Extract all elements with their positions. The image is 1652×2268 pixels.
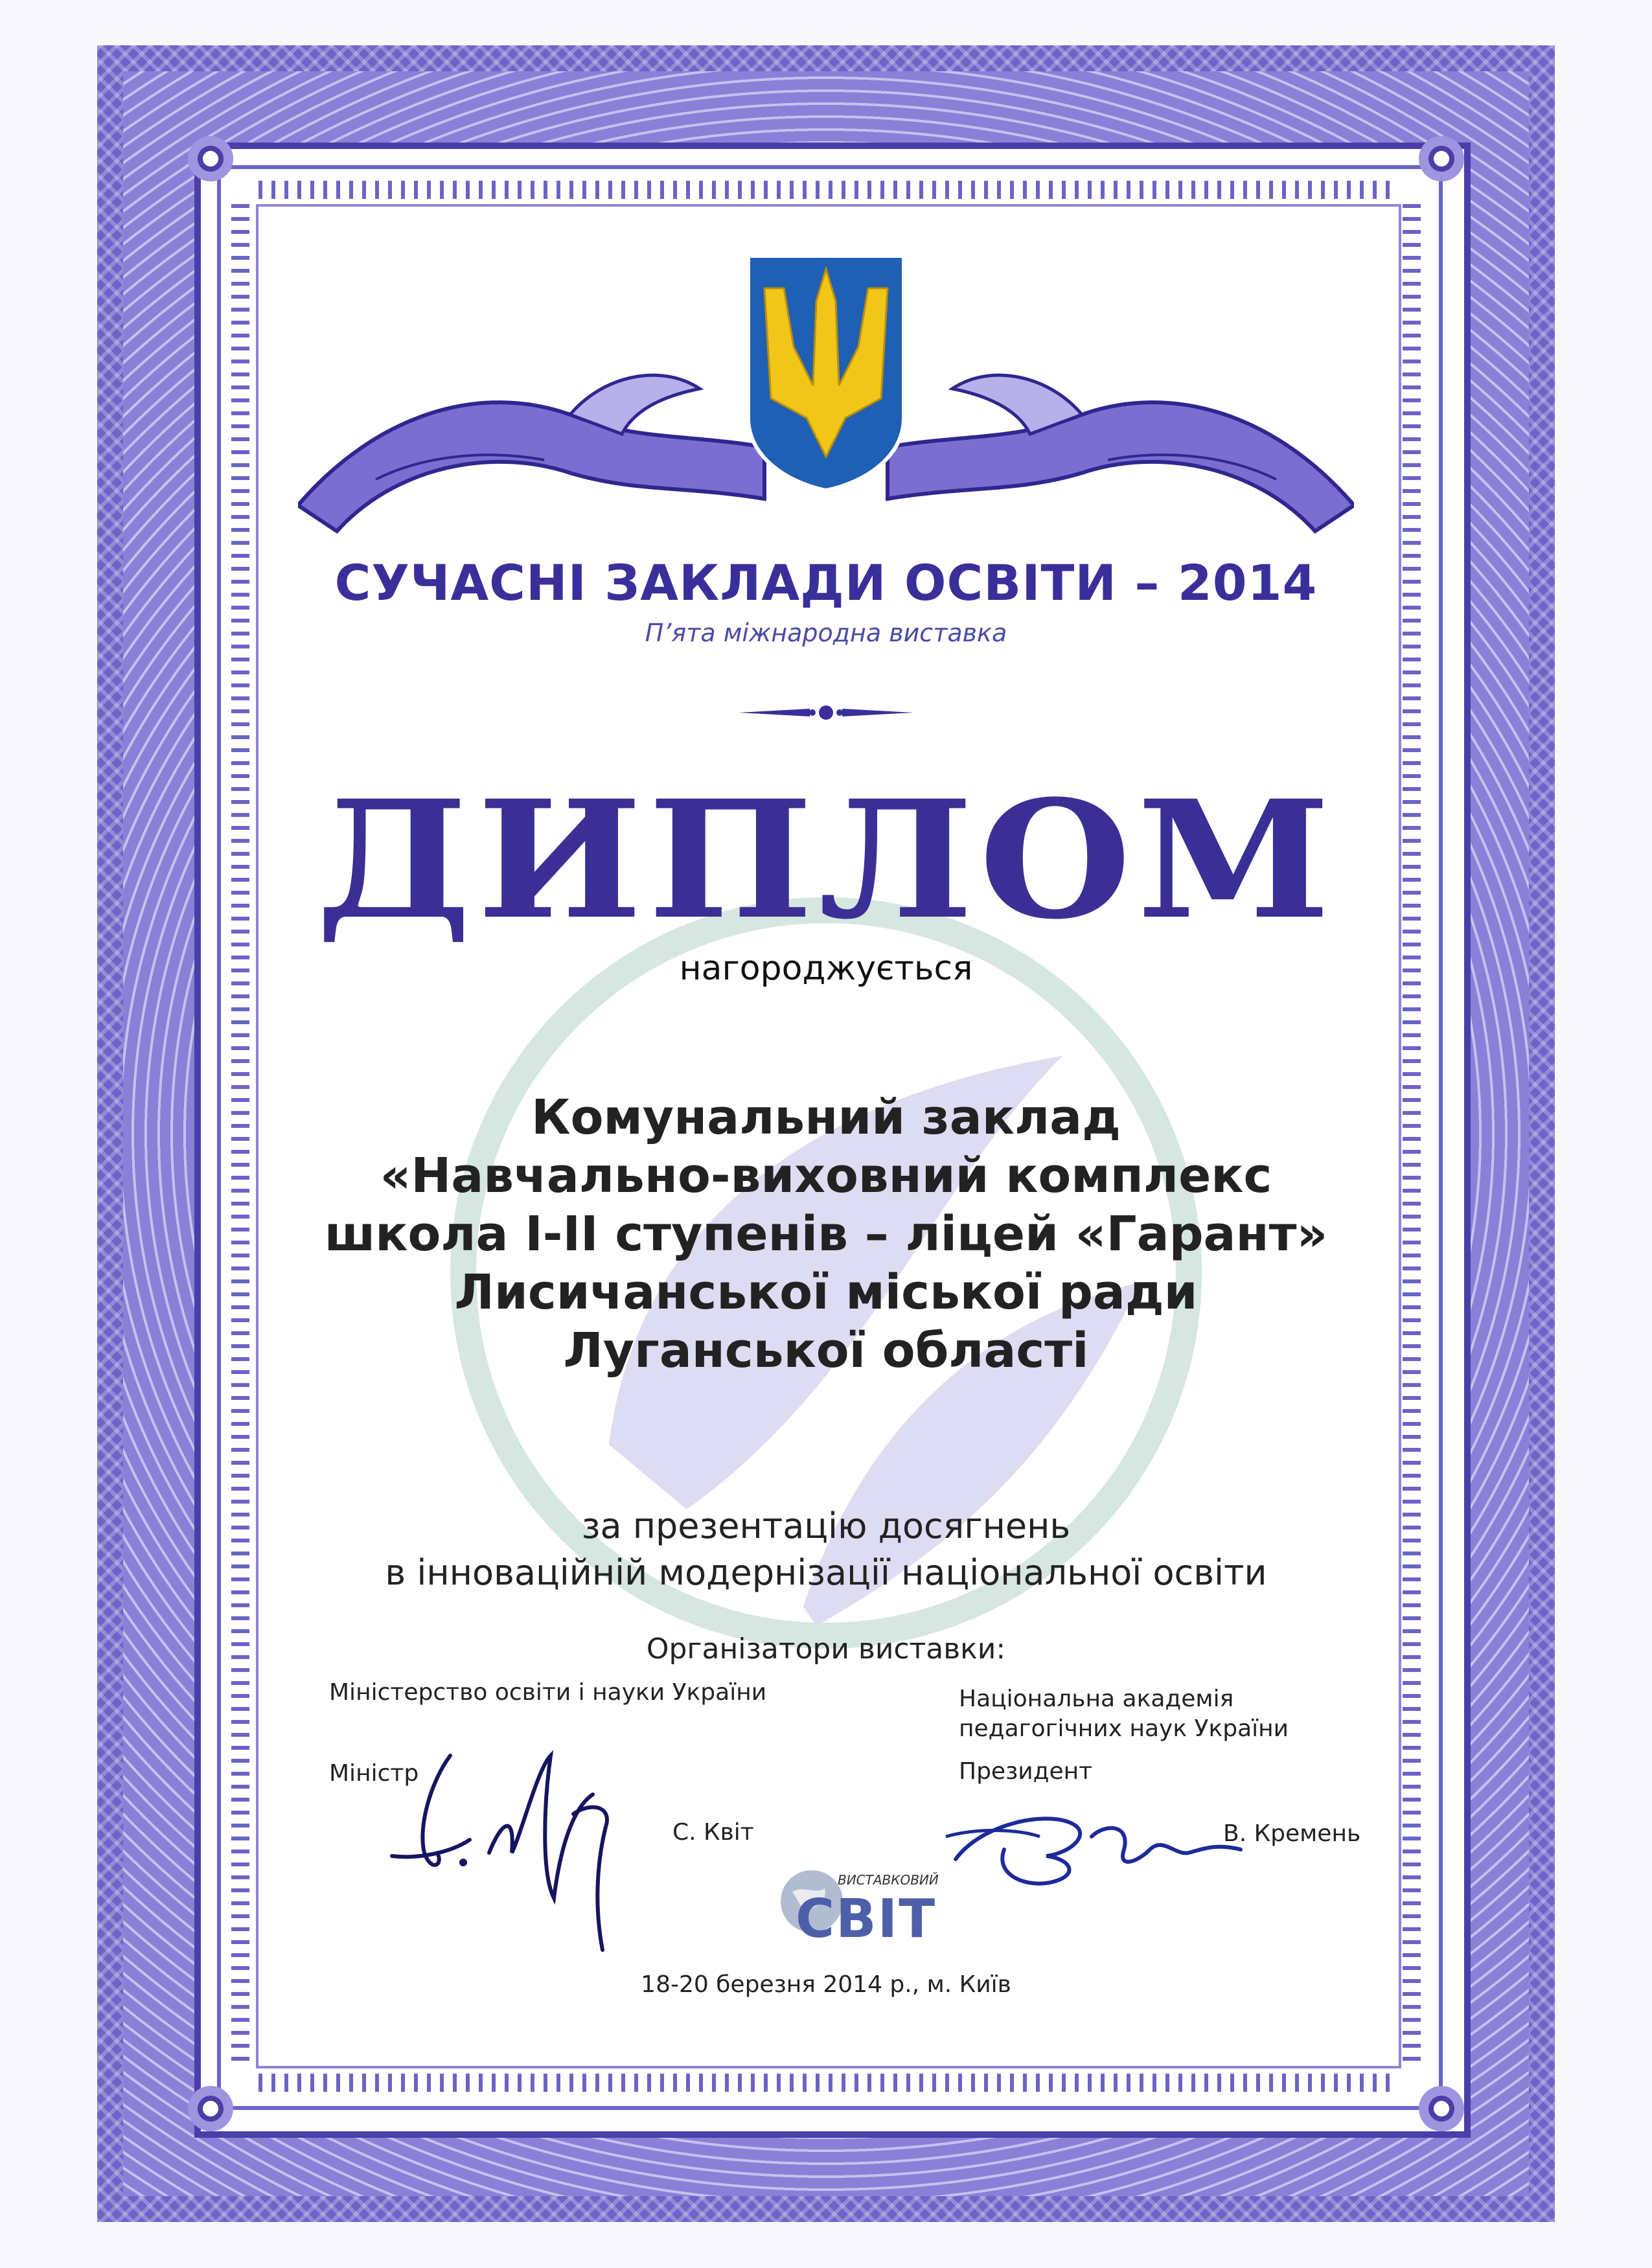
president-signature-icon (943, 1798, 1254, 1895)
corner-rosette-icon (188, 136, 233, 181)
left-organization: Міністерство освіти і науки України (329, 1679, 767, 1706)
corner-rosette-icon (188, 2086, 233, 2131)
left-signatory-name: С. Квіт (672, 1819, 754, 1846)
reason-block (0, 1503, 1652, 1596)
right-signatory-name: В. Кремень (1223, 1820, 1361, 1847)
awarded-text: нагороджується (679, 949, 973, 988)
reason-line: в інноваційній модернізації національної освіти (385, 1552, 1267, 1593)
recipient-line: школа І-ІІ ступенів – ліцей «Гарант» (324, 1206, 1328, 1262)
coat-of-arms-icon (742, 249, 910, 496)
logo-small-text: ВИСТАВКОВИЙ (838, 1872, 939, 1888)
left-role: Міністр (329, 1760, 419, 1787)
exhibition-title: СУЧАСНІ ЗАКЛАДИ ОСВІТИ – 2014 (334, 554, 1318, 612)
recipient-line: Лисичанської міської ради (454, 1265, 1198, 1320)
right-organization-line: педагогічних наук України (959, 1715, 1289, 1742)
date-place: 18-20 березня 2014 р., м. Київ (641, 1971, 1011, 1998)
exhibition-subtitle: П’ята міжнародна виставка (645, 619, 1007, 647)
recipient-line: «Навчально-виховний комплекс (380, 1148, 1272, 1204)
corner-rosette-icon (1419, 136, 1464, 181)
recipient-block (0, 1088, 1652, 1380)
minister-signature-icon (379, 1730, 696, 1963)
recipient-line: Луганської області (563, 1323, 1089, 1379)
corner-rosette-icon (1419, 2086, 1464, 2131)
reason-line: за презентацію досягнень (581, 1506, 1071, 1546)
right-organization-line: Національна академія (959, 1686, 1234, 1712)
recipient-line: Комунальний заклад (531, 1090, 1121, 1145)
right-organization (959, 1684, 1289, 1744)
exhibition-logo (776, 1866, 939, 1956)
logo-big-text: СВІТ (796, 1888, 937, 1950)
separator-ornament-icon (739, 700, 913, 726)
organizers-title: Організатори виставки: (646, 1632, 1006, 1666)
right-role: Президент (959, 1758, 1093, 1785)
diploma-heading: ДИПЛОМ (315, 764, 1337, 955)
